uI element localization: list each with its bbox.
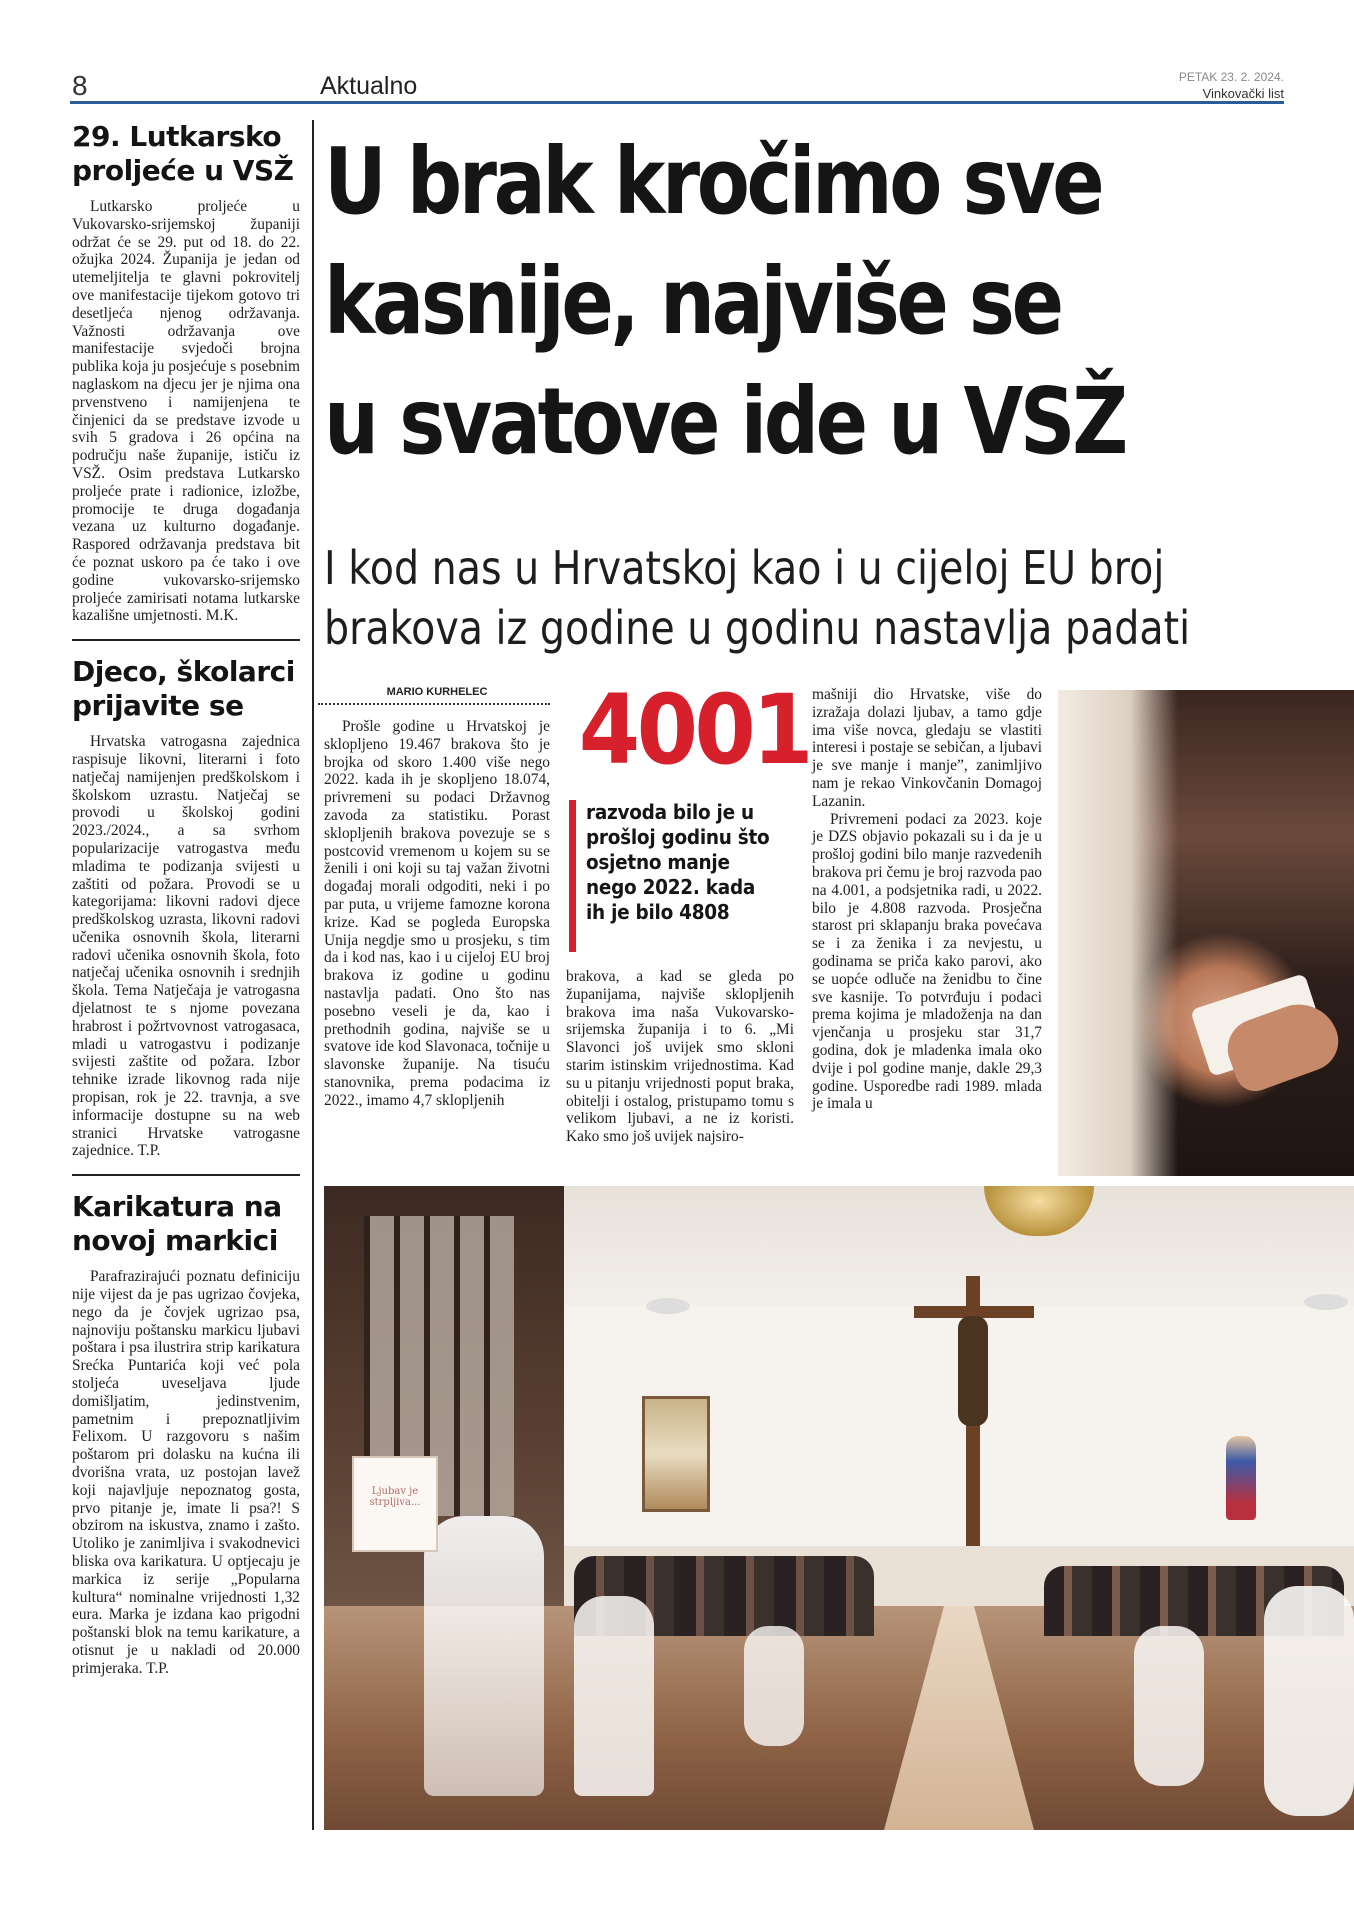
wedding-hands-photo: [1058, 690, 1354, 1176]
sidebar-article-1: [72, 120, 300, 625]
ceiling-lamp: [646, 1298, 690, 1314]
sidebar-divider: [72, 639, 300, 641]
newspaper-name: Vinkovački list: [1202, 86, 1284, 101]
subheadline-line: I kod nas u Hrvatskoj kao i u cijeloj EU broj: [324, 541, 1165, 595]
header-rule: [70, 101, 1284, 104]
sidebar-article-body: Lutkarsko proljeće u Vukovarsko-srijemskoj županiji održat će se 29. put od 18. do 22. ožujka 2024. Županija je jedan od utemeljitelja te glavni pokrovitelj ove manifestacije tijekom gotovo tri desetljeća njenog održavanja. Važnosti održavanja ove manifestacije svjedoči brojna publika koja ju posjećuje s posebnim naglaskom na djecu jer je njima ona prvenstveno i namijenjena te činjenici da se predstave izvode u svih 5 gradova i 26 općina na području naše županije, ističu iz VSŽ. Osim predstava Lutkarsko proljeće prate i radionice, izložbe, promocije te druga događanja vezana uz kulturno događanje. Raspored održavanja predstava bit će poznat uskoro pa će tako i ove godine vukovarsko-srijemsko proljeće zamirisati notama lutkarske kazališne umjetnosti. M.K.: [72, 198, 300, 625]
sidebar-article-title: 29. Lutkarsko proljeće u VSŽ: [72, 120, 294, 187]
tulle-decoration: [744, 1626, 804, 1746]
pull-quote: razvoda bilo je u prošloj godinu što osjetno manje nego 2022. kada ih je bilo 4808: [586, 800, 770, 924]
statue: [1226, 1436, 1256, 1520]
ceremony-sign: Ljubav je strpljiva...: [352, 1456, 438, 1552]
sidebar-article-3: [72, 1190, 300, 1677]
window-light: [1058, 690, 1178, 1176]
pull-quote-bar: [569, 800, 576, 952]
ceiling-lamp: [1304, 1294, 1348, 1310]
sidebar-column: [72, 120, 300, 1678]
tulle-decoration: [1134, 1626, 1204, 1786]
big-number: 4001: [578, 674, 810, 786]
article-subheadline: [324, 538, 1191, 658]
crucifix-figure: [958, 1316, 988, 1426]
article-column-1: [324, 718, 550, 1110]
page-number: 8: [72, 70, 88, 101]
section-label: Aktualno: [320, 72, 418, 100]
issue-date: PETAK 23. 2. 2024.: [1178, 70, 1284, 84]
byline: MARIO KURHELEC: [386, 686, 488, 698]
sidebar-article-2: [72, 655, 300, 1160]
subheadline-line: brakova iz godine u godinu nastavlja padati: [324, 601, 1191, 655]
byline-rule: [318, 703, 550, 705]
column-divider: [312, 120, 314, 1830]
article-paragraph: Prošle godine u Hrvatskoj je sklopljeno 19.467 brakova što je brojka od skoro 1.400 više nego 2022. kada ih je skopljeno 18.074, privremeni su podaci Državnog zavoda za statistiku. Porast sklopljenih brakova povezuje se s postcovid vremenom u kojem su se ženili i oni koji su taj važan životni događaj morali odgoditi, neki i po par puta, u vrijeme famozne korona krize. Kad se pogleda Europska Unija negdje smo u prosjeku, s tim da i kod nas, kao i u cijeloj EU broj brakova iz godine u godinu nastavlja padati. Ono što nas posebno veseli je da, kao i prethodnih godina, najviše se u svatove ide kod Slavonaca, točnije u slavonske županije. Na tisuću stanovnika, prema podacima iz 2022., imamo 4,7 sklopljenih: [324, 718, 550, 1109]
sidebar-divider: [72, 1174, 300, 1176]
sidebar-article-title: Djeco, školarci prijavite se: [72, 655, 295, 723]
headline-line: u svatove ide u VSŽ: [324, 368, 1125, 475]
tulle-decoration: [424, 1516, 544, 1796]
sidebar-article-body: Parafrazirajući poznatu definiciju nije vijest da je pas ugrizao čovjeka, nego da je čovjek ugrizao psa, najnoviju poštansku markicu ljubavi poštara i psa ilustrira strip karikatura Srećka Puntarića koji već pola stoljeća uveseljava ljude domišljatim, jedinstvenim, pametnim i prepoznatljivim Felixom. U razgovoru s našim poštarom pri dolasku na kućna ili dvorišna vrata, uz postojan lavež koji najavljuje nepoznatog gosta, prvo pitanje je, imate li psa?! S obzirom na iskustva, znamo i zašto. Utoliko je zanimljiva i svakodnevici bliska ova karikatura. U optjecaju je markica iz serije „Popularna kultura“ nominalne vrijednosti 1,32 eura. Marka je izdana kao prigodni poštanski blok na temu karikature, a otisnut je u nakladi od 20.000 primjeraka. T.P.: [72, 1268, 300, 1677]
headline-line: U brak kročimo sve: [324, 128, 1102, 235]
church-wedding-photo: [324, 1186, 1354, 1830]
article-paragraph: brakova, a kad se gleda po županijama, najviše sklopljenih brakova ima naša Vukovarsko-srijemska županija i to 6. „Mi Slavonci još uvijek smo skloni starim istinskim vrijednostima. Kad su u pitanju vrijednosti poput braka, obitelji i ostalog, pristupamo tomu s velikom ljubavi, a ne iz koristi. Kako smo još uvijek najsiro-: [566, 968, 794, 1146]
article-paragraph: mašniji dio Hrvatske, više do izražaja dolazi ljubav, a tamo gdje ima više novca, gledaju se vlastiti interesi i postaje se sebičan, a ljubavi je sve manje i manje”, zanimljivo nam je rekao Vinkovčanin Domagoj Lazanin.: [812, 686, 1042, 810]
sidebar-article-body: Hrvatska vatrogasna zajednica raspisuje likovni, literarni i foto natječaj namijenjen predškolskom i školskom uzrastu. Natječaj se provodi u školskoj godini 2023./2024., a sa svrhom popularizacije vatrogastva među mladima te podizanja svijesti u zaštiti od požara. Provodi se u kategorijama: likovni radovi djece predškolskog uzrasta, likovni radovi učenika osnovnih škola, literarni radovi učenika osnovnih škola, foto natječaj učenika osnovnih i srednjih škola. Tema Natječaja je vatrogasna djelatnost te s njome povezana hrabrost i požrtvovnost vatrogasaca, mladi u vatrogastvu i podizanje svijesti zaštite od požara. Izbor tehnike izrade likovnog rada nije propisan, rok je 22. travnja, a sve informacije dostupne su na web stranici Hrvatske vatrogasne zajednice. T.P.: [72, 733, 300, 1160]
sidebar-article-title: Karikatura na novoj markici: [72, 1190, 282, 1258]
ceiling: [564, 1186, 1354, 1306]
article-headline: [324, 122, 1130, 482]
tulle-decoration: [1264, 1586, 1354, 1816]
tulle-decoration: [574, 1596, 654, 1796]
article-column-2: [566, 968, 794, 1146]
headline-line: kasnije, najviše se: [324, 248, 1061, 355]
religious-painting: [642, 1396, 710, 1512]
article-paragraph: Privremeni podaci za 2023. koje je DZS objavio pokazali su i da je u prošloj godini bilo manje razvedenih brakova pri čemu je broj razvoda pao na 4.001, a podsjetnika radi, u 2022. bilo je 4.808 razvoda. Prosječna starost pri sklapanju braka povećava se i za ženika i za nevjestu, u godinama se priča kako parovi, ako se uopće odluče na ženidbu to čine sve kasnije. To potvrđuju i podaci prema kojima je mladoženja na dan vjenčanja u prosjeku star 31,7 godina, dok je mladenka imala oko dvije i pol godine manje, dakle 29,3 godine. Usporedbe radi 1989. mlada je imala u: [812, 810, 1042, 1113]
article-column-3: [812, 686, 1042, 1113]
